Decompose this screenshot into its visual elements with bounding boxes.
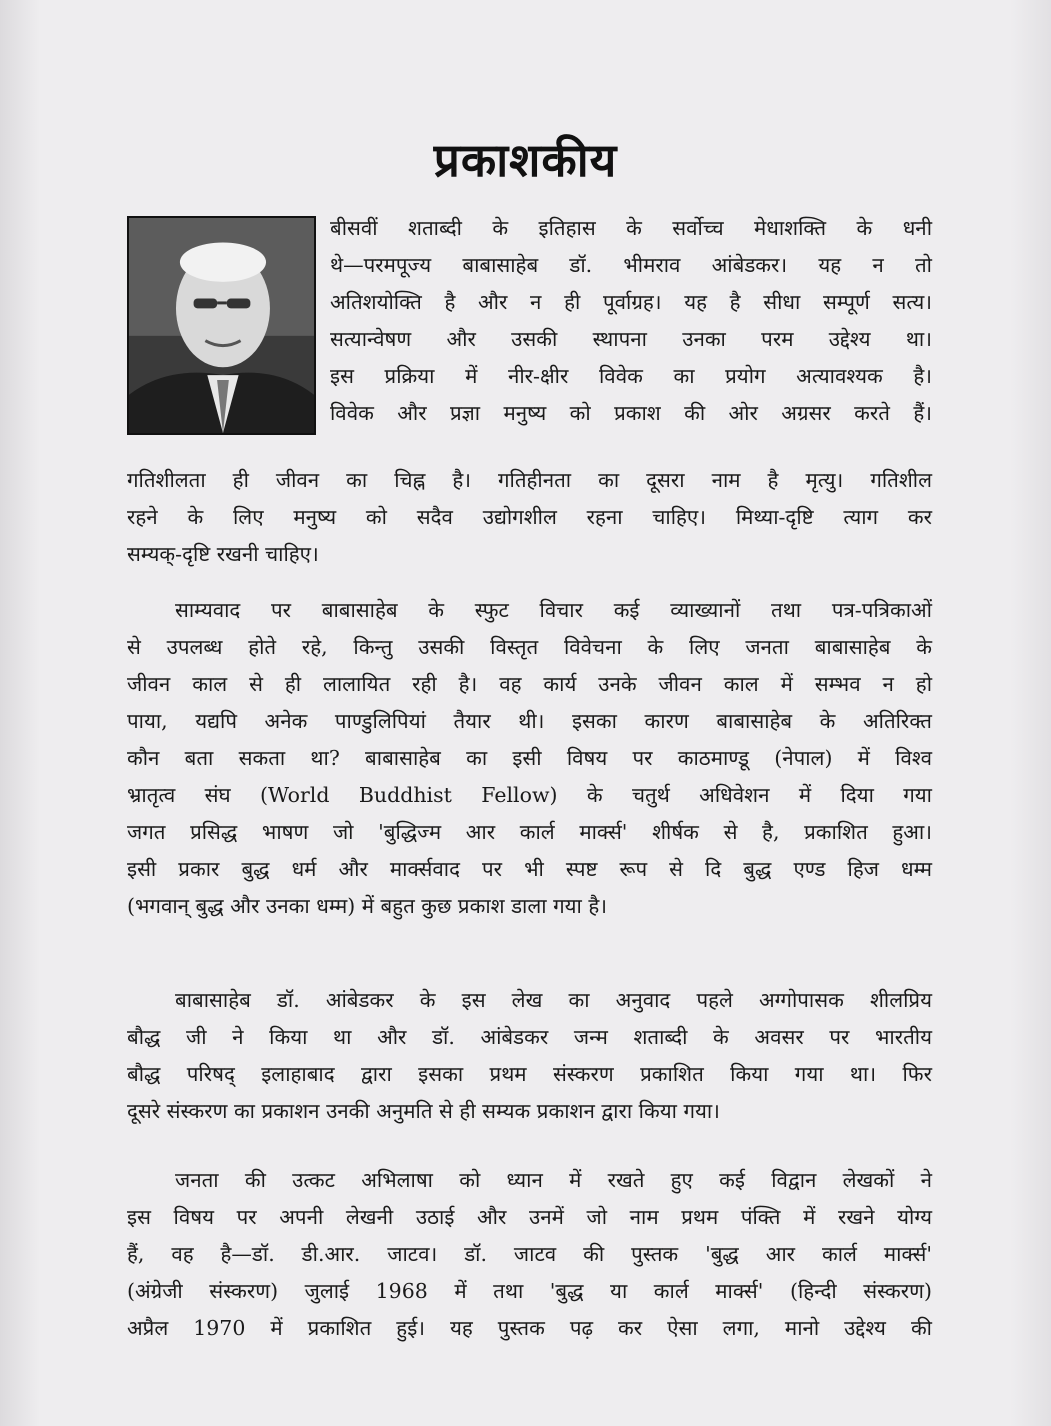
paragraph-3: [127, 982, 932, 1130]
text-line: जगत प्रसिद्ध भाषण जो 'बुद्धिज्म आर कार्ल मार्क्स' शीर्षक से है, प्रकाशित हुआ।: [127, 820, 932, 844]
portrait-image: [129, 218, 314, 433]
text-line: बौद्ध जी ने किया था और डॉ. आंबेडकर जन्म शताब्दी के अवसर पर भारतीय: [127, 1025, 932, 1049]
text-line: रहने के लिए मनुष्य को सदैव उद्योगशील रहना चाहिए। मिथ्या-दृष्टि त्याग कर: [127, 505, 932, 529]
page-title: प्रकाशकीय: [433, 133, 618, 187]
text-line: जीवन काल से ही लालायित रही है। वह कार्य उनके जीवन काल में सम्भव न हो: [127, 672, 932, 696]
text-line: से उपलब्ध होते रहे, किन्तु उसकी विस्तृत विवेचना के लिए जनता बाबासाहेब के: [127, 635, 932, 659]
text-line: इस प्रक्रिया में नीर-क्षीर विवेक का प्रयोग अत्यावश्यक है।: [330, 364, 932, 388]
text-line: कौन बता सकता था? बाबासाहेब का इसी विषय पर काठमाण्डू (नेपाल) में विश्व: [127, 746, 932, 770]
text-line: थे—परमपूज्य बाबासाहेब डॉ. भीमराव आंबेडकर। यह न तो: [330, 253, 932, 277]
text-line: (अंग्रेजी संस्करण) जुलाई 1968 में तथा 'बुद्ध या कार्ल मार्क्स' (हिन्दी संस्करण): [127, 1279, 932, 1303]
text-line: बाबासाहेब डॉ. आंबेडकर के इस लेख का अनुवाद पहले अग्गोपासक शीलप्रिय: [175, 988, 932, 1012]
paragraph-2: [127, 592, 932, 925]
text-line: सत्यान्वेषण और उसकी स्थापना उनका परम उद्देश्य था।: [330, 327, 932, 351]
text-line: जनता की उत्कट अभिलाषा को ध्यान में रखते हुए कई विद्वान लेखकों ने: [175, 1168, 932, 1192]
text-line: बौद्ध परिषद् इलाहाबाद द्वारा इसका प्रथम संस्करण प्रकाशित किया गया था। फिर: [127, 1062, 932, 1086]
text-line: हैं, वह है—डॉ. डी.आर. जाटव। डॉ. जाटव की पुस्तक 'बुद्ध आर कार्ल मार्क्स': [127, 1242, 932, 1266]
text-line: अप्रैल 1970 में प्रकाशित हुई। यह पुस्तक पढ़ कर ऐसा लगा, मानो उद्देश्य की: [127, 1316, 932, 1340]
author-portrait: [127, 216, 316, 435]
text-line: सम्यक्-दृष्टि रखनी चाहिए।: [127, 542, 319, 566]
text-line: विवेक और प्रज्ञा मनुष्य को प्रकाश की ओर अग्रसर करते हैं।: [330, 401, 932, 425]
text-line: दूसरे संस्करण का प्रकाशन उनकी अनुमति से ही सम्यक प्रकाशन द्वारा किया गया।: [127, 1099, 720, 1123]
text-line: भ्रातृत्व संघ (World Buddhist Fellow) के चतुर्थ अधिवेशन में दिया गया: [127, 783, 932, 807]
text-line: (भगवान् बुद्ध और उनका धम्म) में बहुत कुछ प्रकाश डाला गया है।: [127, 894, 608, 918]
intro-paragraph: [330, 210, 932, 432]
text-line: इस विषय पर अपनी लेखनी उठाई और उनमें जो नाम प्रथम पंक्ति में रखने योग्य: [127, 1205, 932, 1229]
text-line: साम्यवाद पर बाबासाहेब के स्फुट विचार कई व्याख्यानों तथा पत्र-पत्रिकाओं: [175, 598, 932, 622]
text-line: इसी प्रकार बुद्ध धर्म और मार्क्सवाद पर भी स्पष्ट रूप से दि बुद्ध एण्ड हिज धम्म: [127, 857, 932, 881]
paragraph-4: [127, 1162, 932, 1347]
text-line: अतिशयोक्ति है और न ही पूर्वाग्रह। यह है सीधा सम्पूर्ण सत्य।: [330, 290, 932, 314]
text-line: बीसवीं शताब्दी के इतिहास के सर्वोच्च मेधाशक्ति के धनी: [330, 216, 932, 240]
text-line: पाया, यद्यपि अनेक पाण्डुलिपियां तैयार थी। इसका कारण बाबासाहेब के अतिरिक्त: [127, 709, 932, 733]
intro-paragraph-continued: [127, 462, 932, 573]
text-line: गतिशीलता ही जीवन का चिह्न है। गतिहीनता का दूसरा नाम है मृत्यु। गतिशील: [127, 468, 932, 492]
